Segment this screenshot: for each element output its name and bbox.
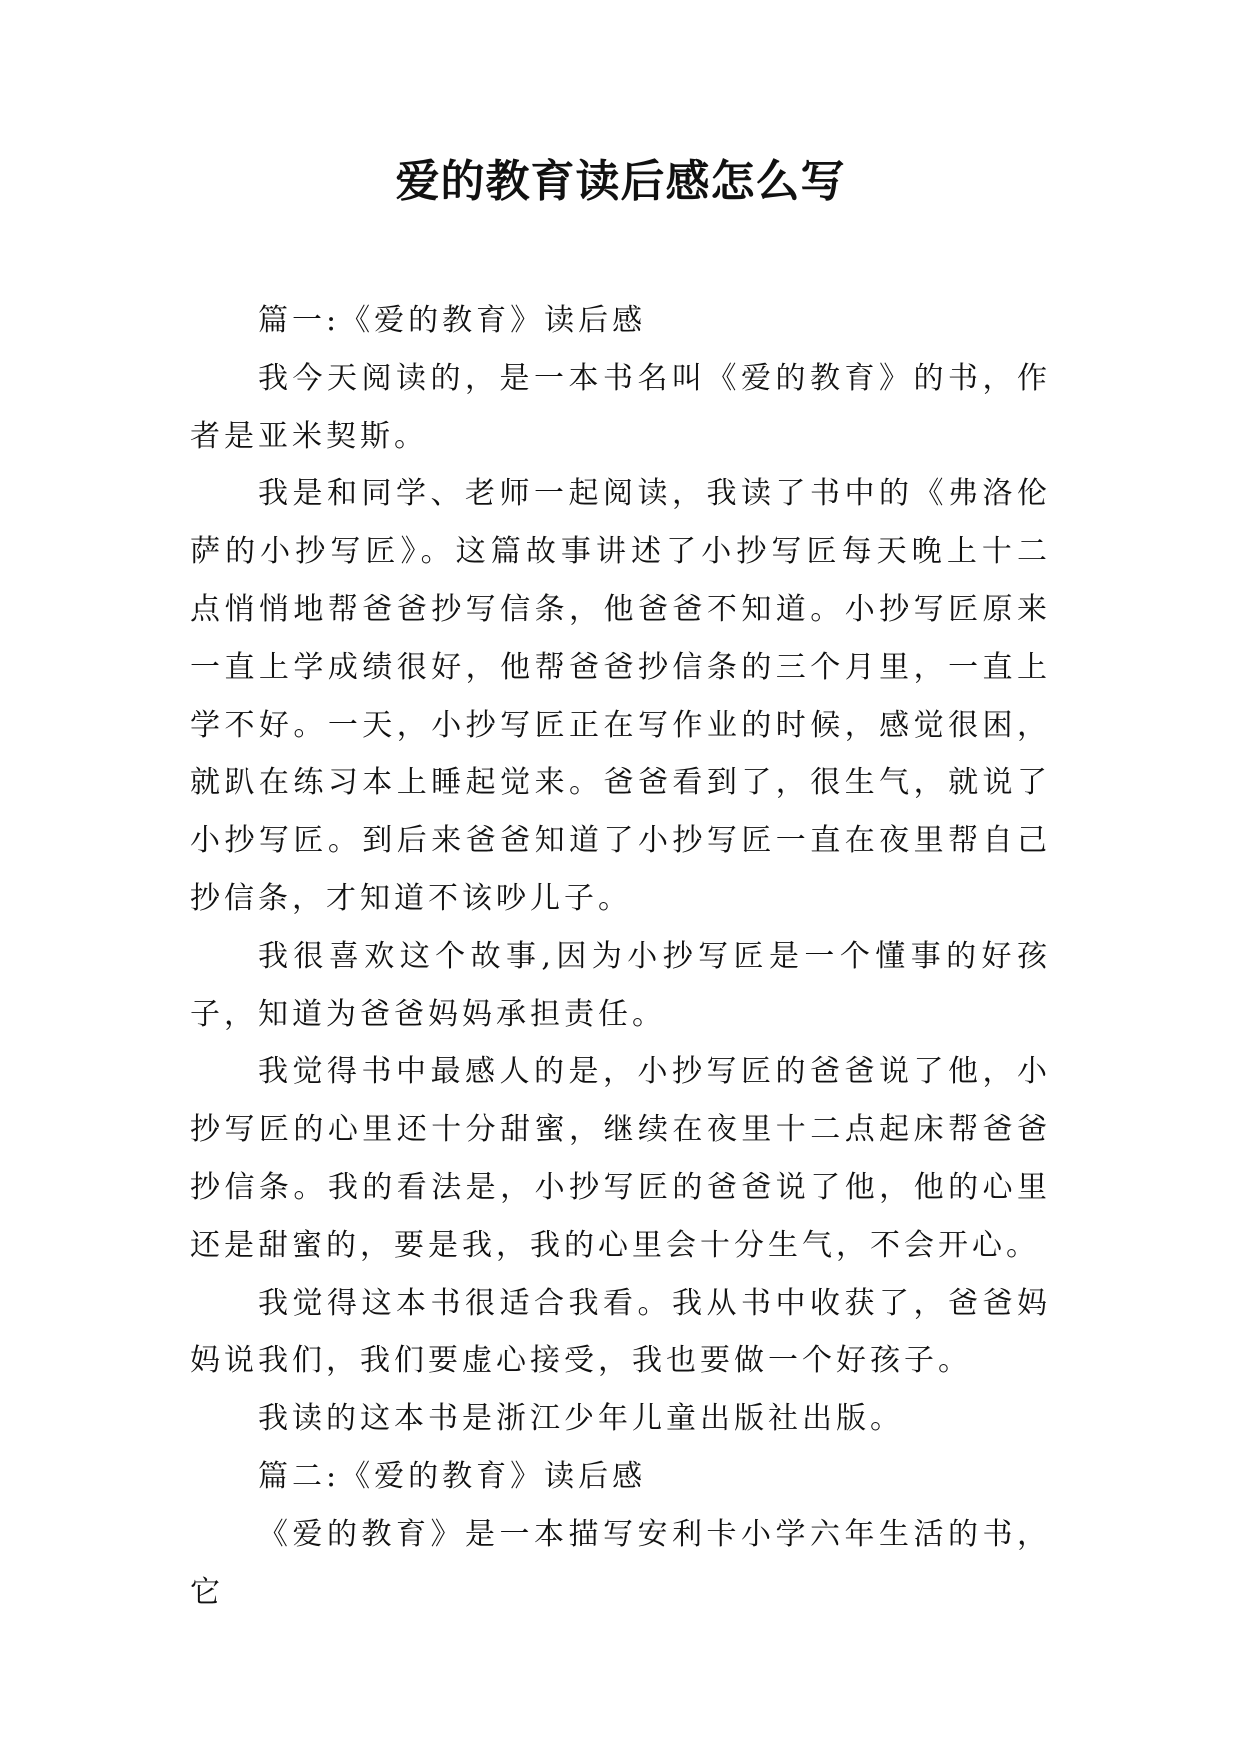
document-title: 爱的教育读后感怎么写	[395, 156, 846, 207]
paragraph: 《爱的教育》是一本描写安利卡小学六年生活的书，它	[190, 1516, 1051, 1610]
paragraph: 我读的这本书是浙江少年儿童出版社出版。	[258, 1401, 904, 1437]
paragraph: 我是和同学、老师一起阅读，我读了书中的《弗洛伦萨的小抄写匠》。这篇故事讲述了小抄写匠每天晚上十二点悄悄地帮爸爸抄写信条，他爸爸不知道。小抄写匠原来一直上学成绩很好，他帮爸爸抄信条的三个月里，一直上学不好。一天，小抄写匠正在写作业的时候，感觉很困，就趴在练习本上睡起觉来。爸爸看到了，很生气，就说了小抄写匠。到后来爸爸知道了小抄写匠一直在夜里帮自己抄信条，才知道不该吵儿子。	[190, 476, 1051, 916]
paragraph: 我觉得这本书很适合我看。我从书中收获了，爸爸妈妈说我们，我们要虚心接受，我也要做一个好孩子。	[190, 1285, 1051, 1379]
section-heading-1: 篇一:《爱的教育》读后感	[258, 303, 647, 338]
section-heading-2: 篇二:《爱的教育》读后感	[258, 1458, 647, 1494]
document-body	[190, 292, 1051, 1621]
paragraph: 我觉得书中最感人的是，小抄写匠的爸爸说了他，小抄写匠的心里还十分甜蜜，继续在夜里十二点起床帮爸爸抄信条。我的看法是，小抄写匠的爸爸说了他，他的心里还是甜蜜的，要是我，我的心里会十分生气，不会开心。	[190, 1054, 1051, 1263]
paragraph: 我很喜欢这个故事,因为小抄写匠是一个懂事的好孩子，知道为爸爸妈妈承担责任。	[190, 938, 1051, 1032]
paragraph: 我今天阅读的，是一本书名叫《爱的教育》的书，作者是亚米契斯。	[190, 360, 1051, 454]
